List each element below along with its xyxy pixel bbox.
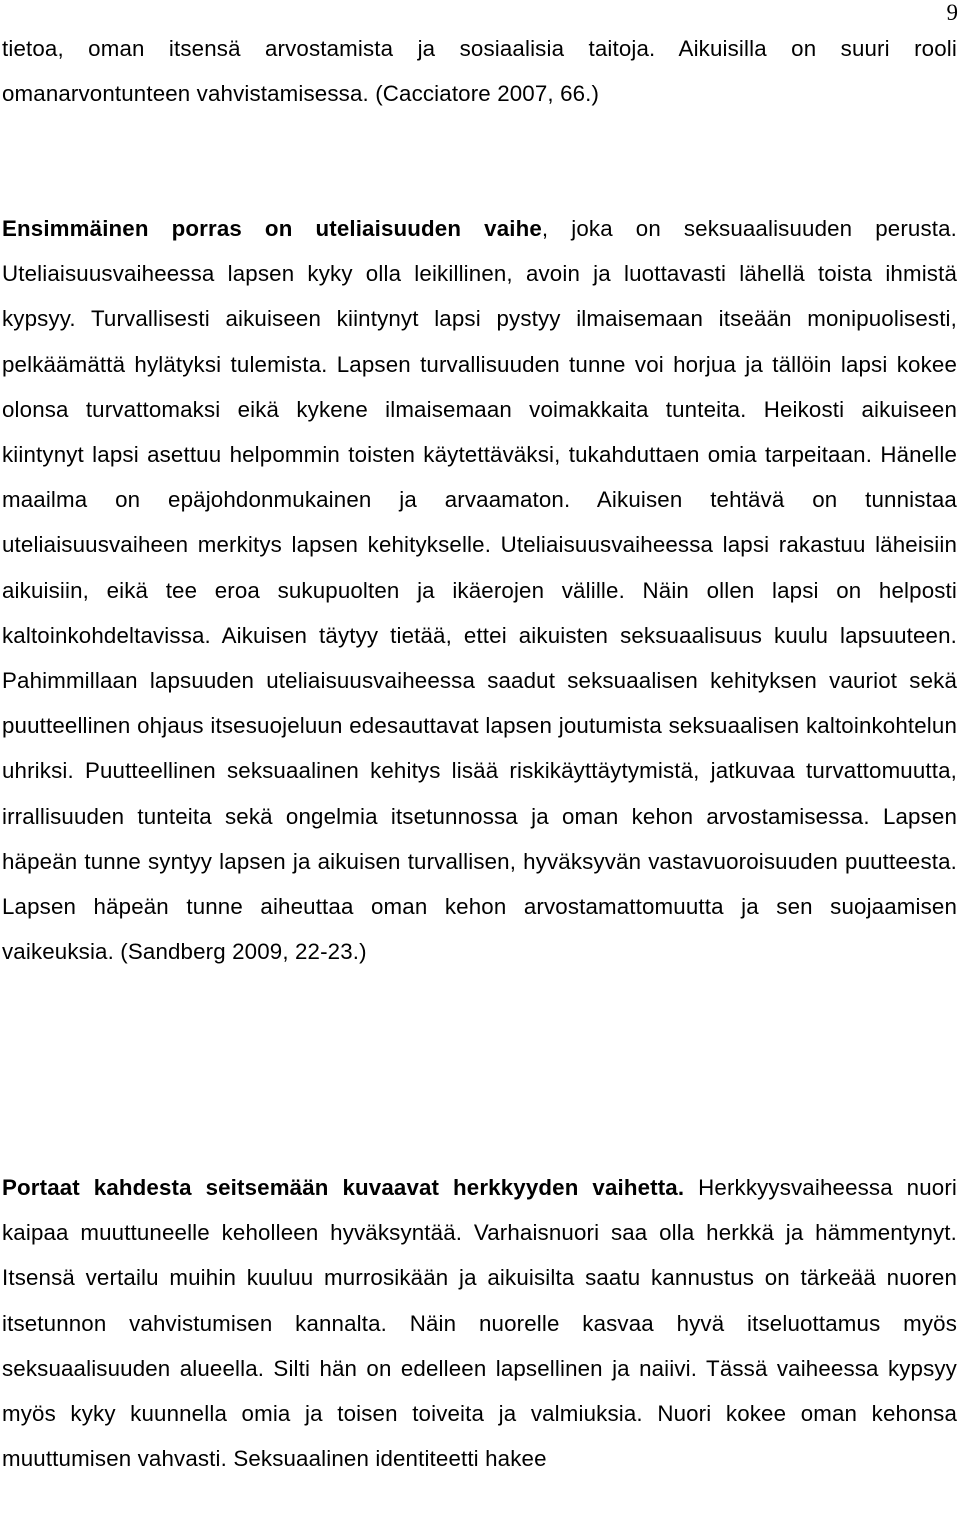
paragraph-text: Herkkyysvaiheessa nuori kaipaa muuttuneelle keholleen hyväksyntää. Varhaisnuori saa olla herkkä ja hämmentynyt. Itsensä vertailu muihin kuuluu murrosikään ja aikuisilta saatu kannustus on tärkeää nuoren itsetunnon vahvistumisen kannalta. Näin nuorelle kasvaa hyvä itseluottamus myös seksuaalisuuden alueella. Silti hän on edelleen lapsellinen ja naiivi. Tässä vaiheessa kypsyy myös kyky kuunnella omia ja toisen toiveita ja valmiuksia. Nuori kokee oman kehonsa muuttumisen vahvasti. Seksuaalinen identiteetti hakee <box>2 1175 958 1472</box>
paragraph-text: tietoa, oman itsensä arvostamista ja sosiaalisia taitoja. Aikuisilla on suuri rooli omanarvontunteen vahvistamisessa. (Cacciatore 2007, 66.) <box>2 36 957 107</box>
paragraph-curiosity-stage <box>2 206 957 974</box>
paragraph-text: , joka on seksuaalisuuden perusta. Uteliaisuusvaiheessa lapsen kyky olla leikillinen, avoin ja luottavasti lähellä toista ihmistä kypsyy. Turvallisesti aikuiseen kiintynyt lapsi pystyy ilmaisemaan itseään monipuolisesti, pelkäämättä hylätyksi tulemista. Lapsen turvallisuuden tunne voi horjua ja tällöin lapsi kokee olonsa turvattomaksi eikä kykene ilmaisemaan voimakkaita tunteita. Heikosti aikuiseen kiintynyt lapsi asettuu helpommin toisten käytettäväksi, tukahduttaen omia tarpeitaan. Hänelle maailma on epäjohdonmukainen ja arvaamaton. Aikuisen tehtävä on tunnistaa uteliaisuusvaiheen merkitys lapsen kehitykselle. Uteliaisuusvaiheessa lapsi rakastuu läheisiin aikuisiin, eikä tee eroa sukupuolten ja ikäerojen välille. Näin ollen lapsi on helposti kaltoinkohdeltavissa. Aikuisen täytyy tietää, ettei aikuisten seksuaalisuus kuulu lapsuuteen. Pahimmillaan lapsuuden uteliaisuusvaiheessa saadut seksuaalisen kehityksen vauriot sekä puutteellinen ohjaus itsesuojeluun edesauttavat lapsen joutumista seksuaalisen kaltoinkohtelun uhriksi. Puutteellinen seksuaalinen kehitys lisää riskikäyttäytymistä, jatkuvaa turvattomuutta, irrallisuuden tunteita sekä ongelmia itsetunnossa ja oman kehon arvostamisessa. Lapsen häpeän tunne syntyy lapsen ja aikuisen turvallisen, hyväksyvän vastavuoroisuuden puutteesta. Lapsen häpeän tunne aiheuttaa oman kehon arvostamattomuutta ja sen suojaamisen vaikeuksia. (Sandberg 2009, 22-23.) <box>2 216 957 965</box>
page-number: 9 <box>946 0 958 25</box>
paragraph-intro-continuation <box>2 26 957 116</box>
paragraph-sensitivity-stage <box>2 1165 957 1481</box>
paragraph-lead: Ensimmäinen porras on uteliaisuuden vaihe <box>2 216 542 241</box>
paragraph-lead: Portaat kahdesta seitsemään kuvaavat herkkyyden vaihetta. <box>2 1175 685 1200</box>
